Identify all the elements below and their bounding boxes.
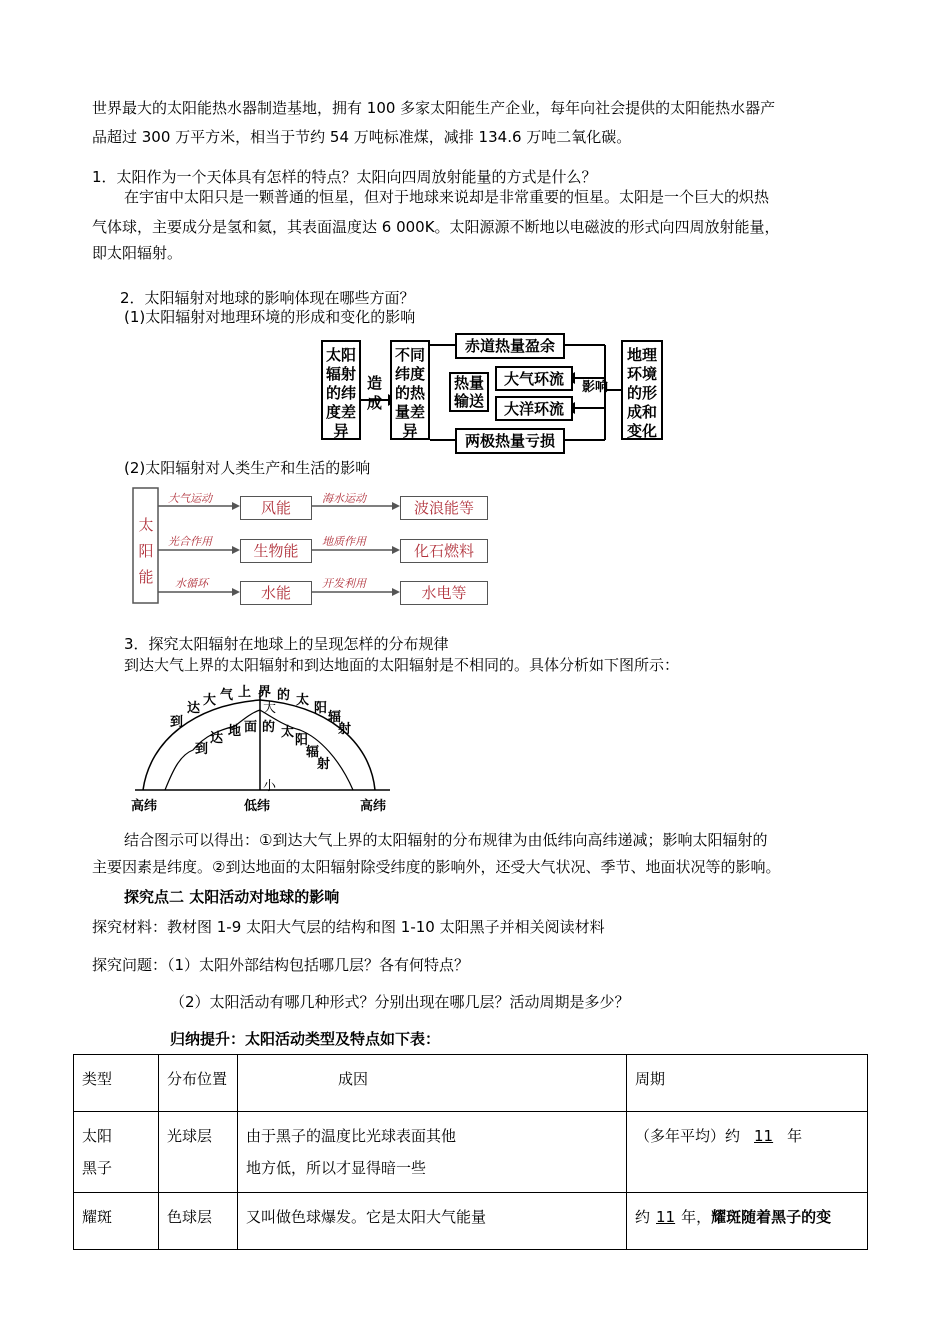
label-photosynthesis: 光合作用 (168, 535, 212, 548)
inner-char-6: 阳 (295, 733, 309, 748)
inner-char-3: 面 (244, 720, 258, 735)
q1-answer-1: 在宇宙中太阳只是一颗普通的恒星，但对于地球来说却是非常重要的恒星。太阳是一个巨大的炽热 (124, 188, 770, 206)
outer-char-2: 大 (203, 693, 217, 708)
q1-question: 1．太阳作为一个天体具有怎样的特点？太阳向四周放射能量的方式是什么？ (92, 168, 597, 186)
box-atmospheric-circulation: 大气环流 (495, 366, 573, 391)
label-atmospheric-motion: 大气运动 (168, 492, 212, 505)
q3-line: 到达大气上界的太阳辐射和到达地面的太阳辐射是不相同的。具体分析如下图所示： (124, 656, 680, 674)
box-polar-deficit: 两极热量亏损 (455, 428, 565, 454)
label-low-latitude: 低纬 (244, 799, 271, 814)
cell-location: 色球层 (159, 1193, 238, 1250)
header-period: 周期 (627, 1055, 868, 1112)
box-equator-surplus: 赤道热量盈余 (455, 333, 565, 359)
point2-title: 探究点二 太阳活动对地球的影响 (124, 888, 340, 906)
label-water-cycle: 水循环 (175, 577, 208, 590)
label-high-latitude-left: 高纬 (131, 799, 158, 814)
outer-char-7: 太 (296, 693, 310, 708)
label-big: 大 (263, 701, 277, 716)
box-wind-energy: 风能 (240, 496, 312, 520)
box-ocean-circulation: 大洋环流 (495, 396, 573, 421)
label-geologic-process: 地质作用 (322, 535, 366, 548)
inner-char-1: 达 (210, 731, 224, 746)
box-fossil-fuel: 化石燃料 (400, 539, 488, 563)
q3-question: 3．探究太阳辐射在地球上的呈现怎样的分布规律 (124, 635, 449, 653)
box-wave-energy: 波浪能等 (400, 496, 488, 520)
outer-char-9: 辐 (328, 710, 342, 725)
point2-question-a: 探究问题：（1）太阳外部结构包括哪几层？各有何特点？ (92, 956, 470, 974)
inner-char-4: 的 (262, 720, 276, 735)
table-row (74, 1193, 868, 1250)
outer-char-0: 到 (170, 715, 184, 730)
inner-char-7: 辐 (306, 745, 320, 760)
table-header-row (74, 1055, 868, 1112)
box-heat-transport: 热量输送 (449, 372, 489, 412)
label-development: 开发利用 (322, 577, 366, 590)
q2-sub2: (2)太阳辐射对人类生产和生活的影响 (124, 459, 371, 477)
box-latitude-difference: 太阳辐射的纬度差异 (321, 340, 361, 440)
q1-answer-3: 即太阳辐射。 (92, 244, 183, 262)
box-hydro-energy: 水能 (240, 581, 312, 605)
label-high-latitude-right: 高纬 (360, 799, 387, 814)
outer-char-5: 界 (258, 685, 272, 700)
cell-cause: 又叫做色球爆发。它是太阳大气能量 (238, 1193, 627, 1250)
q2-question: 2．太阳辐射对地球的影响体现在哪些方面？ (120, 289, 415, 307)
inner-char-5: 太 (281, 725, 295, 740)
outer-char-10: 射 (338, 722, 352, 737)
cell-type: 耀斑 (74, 1193, 159, 1250)
outer-char-1: 达 (187, 701, 201, 716)
header-location: 分布位置 (159, 1055, 238, 1112)
header-type: 类型 (74, 1055, 159, 1112)
inner-char-0: 到 (195, 742, 209, 757)
solar-energy-label: 太阳能 (138, 516, 154, 586)
cell-cause: 由于黑子的温度比光球表面其他 地方低，所以才显得暗一些 (238, 1112, 627, 1193)
cell-type: 太阳 黑子 (74, 1112, 159, 1193)
cell-location: 光球层 (159, 1112, 238, 1193)
label-small: 小 (263, 779, 277, 794)
point2-material: 探究材料：教材图 1-9 太阳大气层的结构和图 1-10 太阳黑子并相关阅读材料 (92, 918, 605, 936)
cell-period: （多年平均）约 11 年 (627, 1112, 868, 1193)
q1-answer-2: 气体球，主要成分是氢和氦，其表面温度达 6 000K。太阳源源不断地以电磁波的形式向四周放射能量， (92, 218, 780, 236)
box-hydropower: 水电等 (400, 581, 488, 605)
inner-char-2: 地 (228, 724, 242, 739)
box-heat-difference: 不同纬度的热量差异 (390, 340, 430, 440)
box-geographic-environment: 地理环境的形成和变化 (621, 340, 663, 440)
conclusion-line-2: 主要因素是纬度。②到达地面的太阳辐射除受纬度的影响外，还受大气状况、季节、地面状况等的影响。 (92, 858, 781, 876)
solar-activity-table (73, 1054, 868, 1250)
q2-sub1: (1)太阳辐射对地理环境的形成和变化的影响 (124, 308, 416, 326)
outer-char-3: 气 (220, 688, 234, 703)
label-cause: 造成 (367, 374, 383, 412)
intro-line-2: 品超过 300 万平方米，相当于节约 54 万吨标准煤，减排 134.6 万吨二氧化碳。 (92, 128, 632, 146)
intro-line-1: 世界最大的太阳能热水器制造基地，拥有 100 多家太阳能生产企业，每年向社会提供的太阳能热水器产 (92, 99, 776, 117)
label-influence: 影响 (582, 380, 609, 395)
box-bio-energy: 生物能 (240, 539, 312, 563)
outer-char-6: 的 (277, 688, 291, 703)
header-cause: 成因 (238, 1055, 627, 1112)
outer-char-8: 阳 (314, 701, 328, 716)
point2-summary: 归纳提升：太阳活动类型及特点如下表： (170, 1030, 441, 1048)
point2-question-b: （2）太阳活动有哪几种形式？分别出现在哪几层？活动周期是多少？ (170, 993, 630, 1011)
inner-char-8: 射 (317, 757, 331, 772)
table-row (74, 1112, 868, 1193)
conclusion-line-1: 结合图示可以得出：①到达大气上界的太阳辐射的分布规律为由低纬向高纬递减；影响太阳辐射的 (124, 831, 768, 849)
outer-char-4: 上 (238, 685, 252, 700)
cell-period: 约 11 年，耀斑随着黑子的变 (627, 1193, 868, 1250)
label-seawater-motion: 海水运动 (322, 492, 366, 505)
